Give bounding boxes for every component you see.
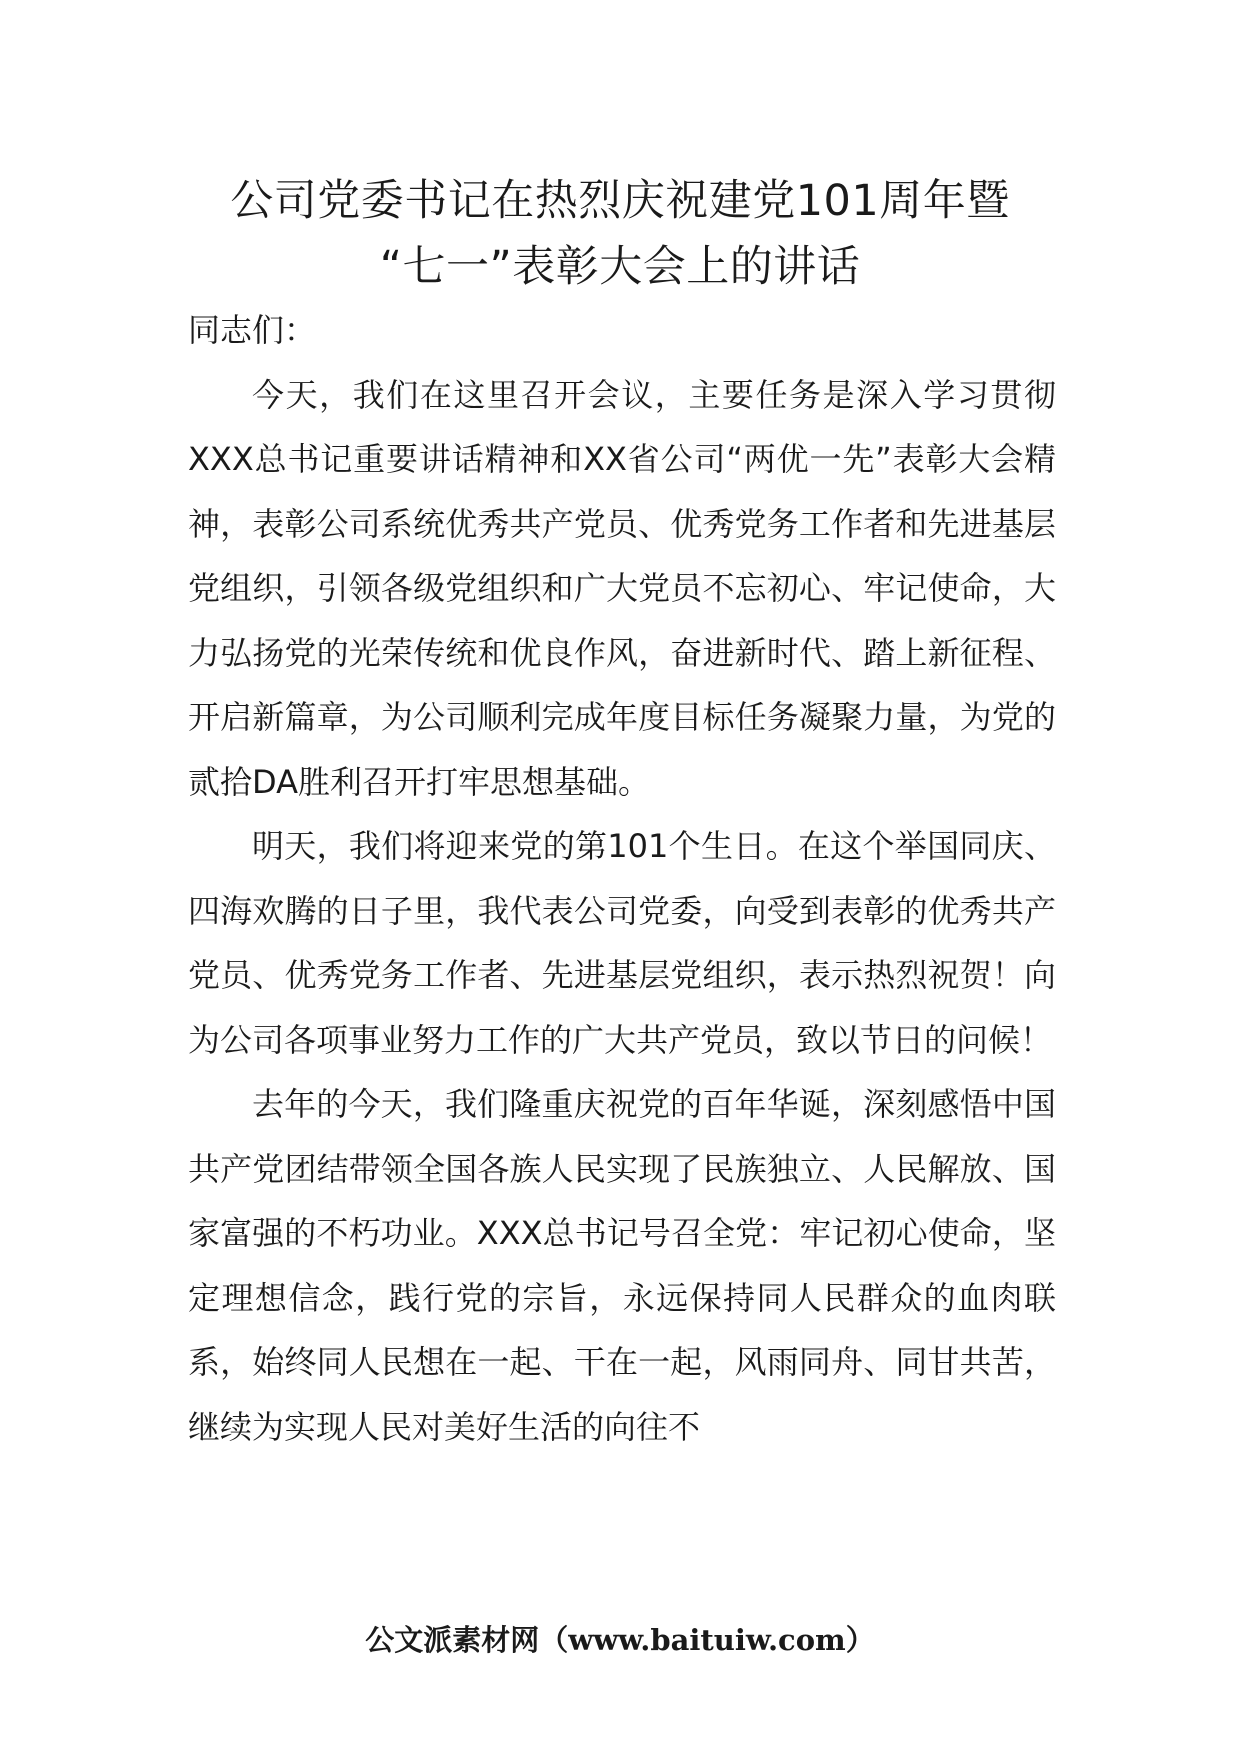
footer-watermark: 公文派素材网（www.baituiw.com） [365, 1623, 875, 1657]
paragraph-2: 明天，我们将迎来党的第101个生日。在这个举国同庆、四海欢腾的日子里，我代表公司党委，向受到表彰的优秀共产党员、优秀党务工作者、先进基层党组织，表示热烈祝贺！向为公司各项事业努力工作的广大共产党员，致以节日的问候！ [188, 827, 1056, 1059]
title-line-1: 公司党委书记在热烈庆祝建党101周年暨 [230, 176, 1010, 226]
paragraph-1: 今天，我们在这里召开会议，主要任务是深入学习贯彻XXX总书记重要讲话精神和XX省公司“两优一先”表彰大会精神，表彰公司系统优秀共产党员、优秀党务工作者和先进基层党组织，引领各级党组织和广大党员不忘初心、牢记使命，大力弘扬党的光荣传统和优良作风，奋进新时代、踏上新征程、开启新篇章，为公司顺利完成年度目标任务凝聚力量，为党的贰拾DA胜利召开打牢思想基础。 [188, 375, 1056, 801]
document-title [150, 168, 1090, 300]
salutation: 同志们： [188, 311, 317, 349]
paragraph-3: 去年的今天，我们隆重庆祝党的百年华诞，深刻感悟中国共产党团结带领全国各族人民实现了民族独立、人民解放、国家富强的不朽功业。XXX总书记号召全党：牢记初心使命，坚定理想信念，践行党的宗旨，永远保持同人民群众的血肉联系，始终同人民想在一起、干在一起，风雨同舟、同甘共苦，继续为实现人民对美好生活的向往不 [188, 1085, 1056, 1446]
title-line-2: “七一”表彰大会上的讲话 [379, 242, 861, 292]
document-body [188, 298, 1056, 1459]
